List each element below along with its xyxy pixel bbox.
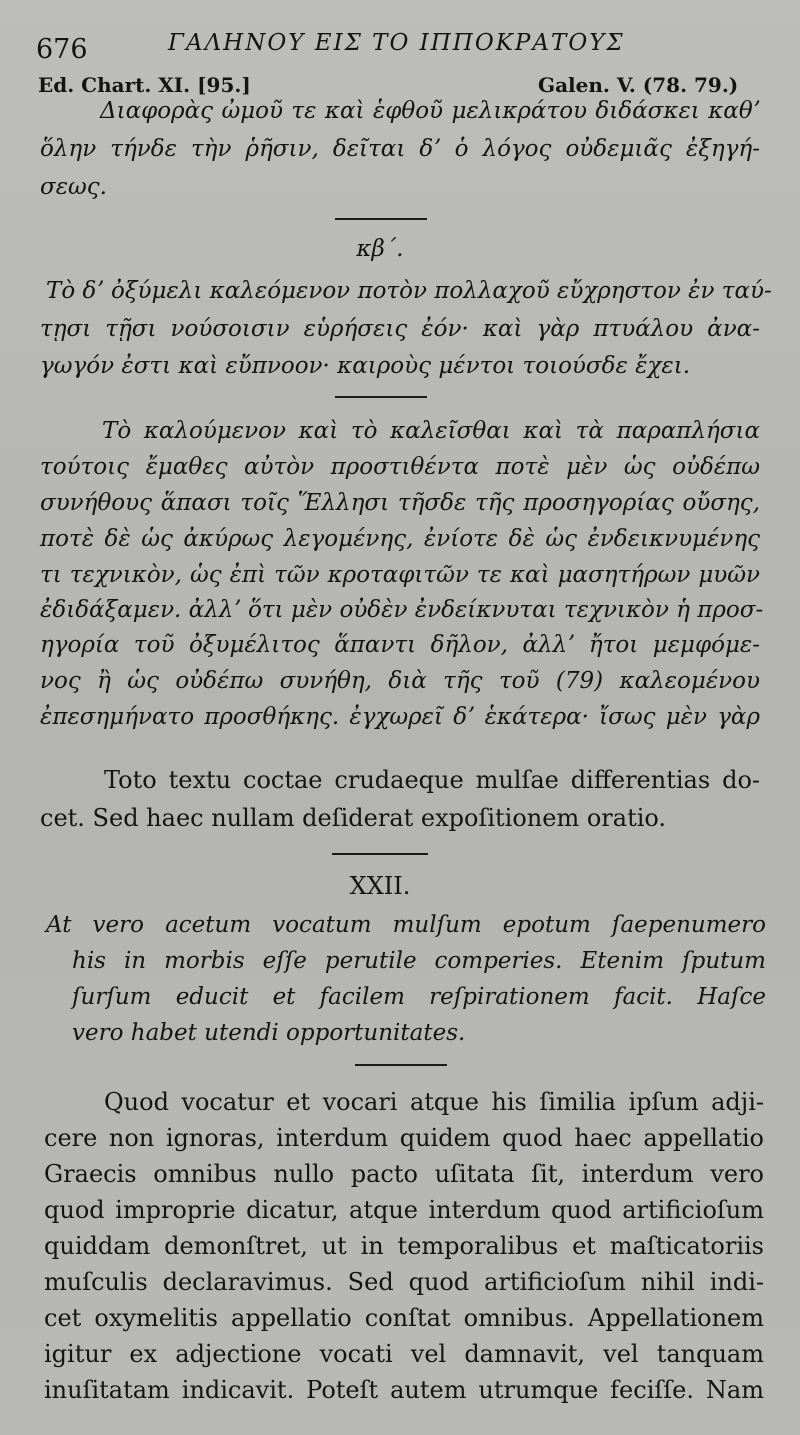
greek-intro-line: σεως. (40, 174, 107, 200)
latin-section-number: XXII. (349, 872, 411, 900)
greek-commentary-line: ἐδιδάξαμεν. ἀλλʼ ὅτι μὲν οὐδὲν ἐνδείκνυται τεχνικὸν ἡ προσ- (40, 597, 764, 623)
greek-commentary-line: συνήθους ἅπασι τοῖς Ἕλλησι τῆσδε τῆς προσηγορίας οὔσης, (40, 490, 760, 516)
section-divider (335, 218, 427, 220)
greek-aphorism-line: γωγόν ἐστι καὶ εὔπνοον· καιροὺς μέντοι τοιούσδε ἔχει. (40, 353, 691, 379)
greek-commentary-line: ηγορία τοῦ ὀξυμέλιτος ἅπαντι δῆλον, ἀλλʼ ἤτοι μεμφόμε- (40, 632, 760, 658)
latin-aphorism-line: vero habet utendi opportunitates. (72, 1020, 466, 1046)
section-divider (332, 853, 428, 855)
greek-intro-line: Διαφορὰς ὠμοῦ τε καὶ ἑφθοῦ μελικράτου διδάσκει καθʼ (100, 98, 760, 124)
greek-aphorism-line: Τὸ δʼ ὀξύμελι καλεόμενον ποτὸν πολλαχοῦ εὔχρηστον ἐν ταύ- (46, 278, 772, 304)
latin-commentary-line: cere non ignoras, interdum quidem quod haec appellatio (44, 1124, 764, 1152)
latin-intro-line: cet. Sed haec nullam deſiderat expoſitionem oratio. (40, 804, 667, 832)
latin-aphorism-line: his in morbis eſſe perutile comperies. Etenim ſputum (72, 948, 766, 974)
latin-commentary-line: Graecis omnibus nullo pacto uſitata ſit, interdum vero (44, 1160, 764, 1188)
latin-commentary-line: Quod vocatur et vocari atque his ſimilia ipſum adji- (104, 1088, 764, 1116)
latin-commentary-line: cet oxymelitis appellatio conſtat omnibus. Appellationem (44, 1304, 764, 1332)
latin-commentary-line: quiddam demonſtret, ut in temporalibus et maſticatoriis (44, 1232, 764, 1260)
running-title: ΓΑΛΗΝΟΥ ΕΙΣ ΤΟ ΙΠΠΟΚΡΑΤΟΥΣ (168, 30, 625, 56)
greek-commentary-line: τούτοις ἔμαθες αὐτὸν προστιθέντα ποτὲ μὲν ὡς οὐδέπω (40, 454, 760, 480)
latin-commentary-line: igitur ex adjectione vocati vel damnavit, vel tanquam (44, 1340, 764, 1368)
latin-aphorism-line: At vero acetum vocatum mulſum epotum ſaepenumero (46, 912, 766, 938)
greek-aphorism-line: τῃσι τῇσι νούσοισιν εὑρήσεις ἐόν· καὶ γὰρ πτυάλου ἀνα- (40, 316, 760, 342)
greek-commentary-line: τι τεχνικὸν, ὡς ἐπὶ τῶν κροταφιτῶν τε καὶ μασητήρων μυῶν (40, 562, 760, 588)
greek-intro-line: ὅλην τήνδε τὴν ῥῆσιν, δεῖται δʼ ὁ λόγος οὐδεμιᾶς ἐξηγή- (40, 136, 760, 162)
greek-section-number: κβ΄. (356, 236, 404, 262)
greek-commentary-line: νος ἢ ὡς οὐδέπω συνήθη, διὰ τῆς τοῦ (79) καλεομένου (40, 668, 760, 694)
section-divider (355, 1064, 447, 1066)
greek-commentary-line: ἐπεσημήνατο προσθήκης. ἐγχωρεῖ δʼ ἑκάτερα· ἴσως μὲν γὰρ (40, 704, 760, 730)
edition-reference-right: Galen. V. (78. 79.) (538, 73, 739, 97)
latin-commentary-line: quod improprie dicatur, atque interdum quod artificioſum (44, 1196, 764, 1224)
latin-commentary-line: inuſitatam indicavit. Poteſt autem utrumque feciſſe. Nam (44, 1376, 764, 1404)
greek-commentary-line: Τὸ καλούμενον καὶ τὸ καλεῖσθαι καὶ τὰ παραπλήσια (102, 418, 760, 444)
latin-aphorism-line: ſurſum educit et facilem reſpirationem facit. Haſce (72, 984, 766, 1010)
section-divider (335, 396, 427, 398)
greek-commentary-line: ποτὲ δὲ ὡς ἀκύρως λεγομένης, ἐνίοτε δὲ ὡς ἐνδεικνυμένης (40, 526, 760, 552)
latin-intro-line: Toto textu coctae crudaeque mulſae differentias do- (104, 766, 760, 794)
latin-commentary-line: muſculis declaravimus. Sed quod artificioſum nihil indi- (44, 1268, 764, 1296)
edition-reference-left: Ed. Chart. XI. [95.] (38, 73, 251, 97)
page-number: 676 (36, 34, 88, 65)
